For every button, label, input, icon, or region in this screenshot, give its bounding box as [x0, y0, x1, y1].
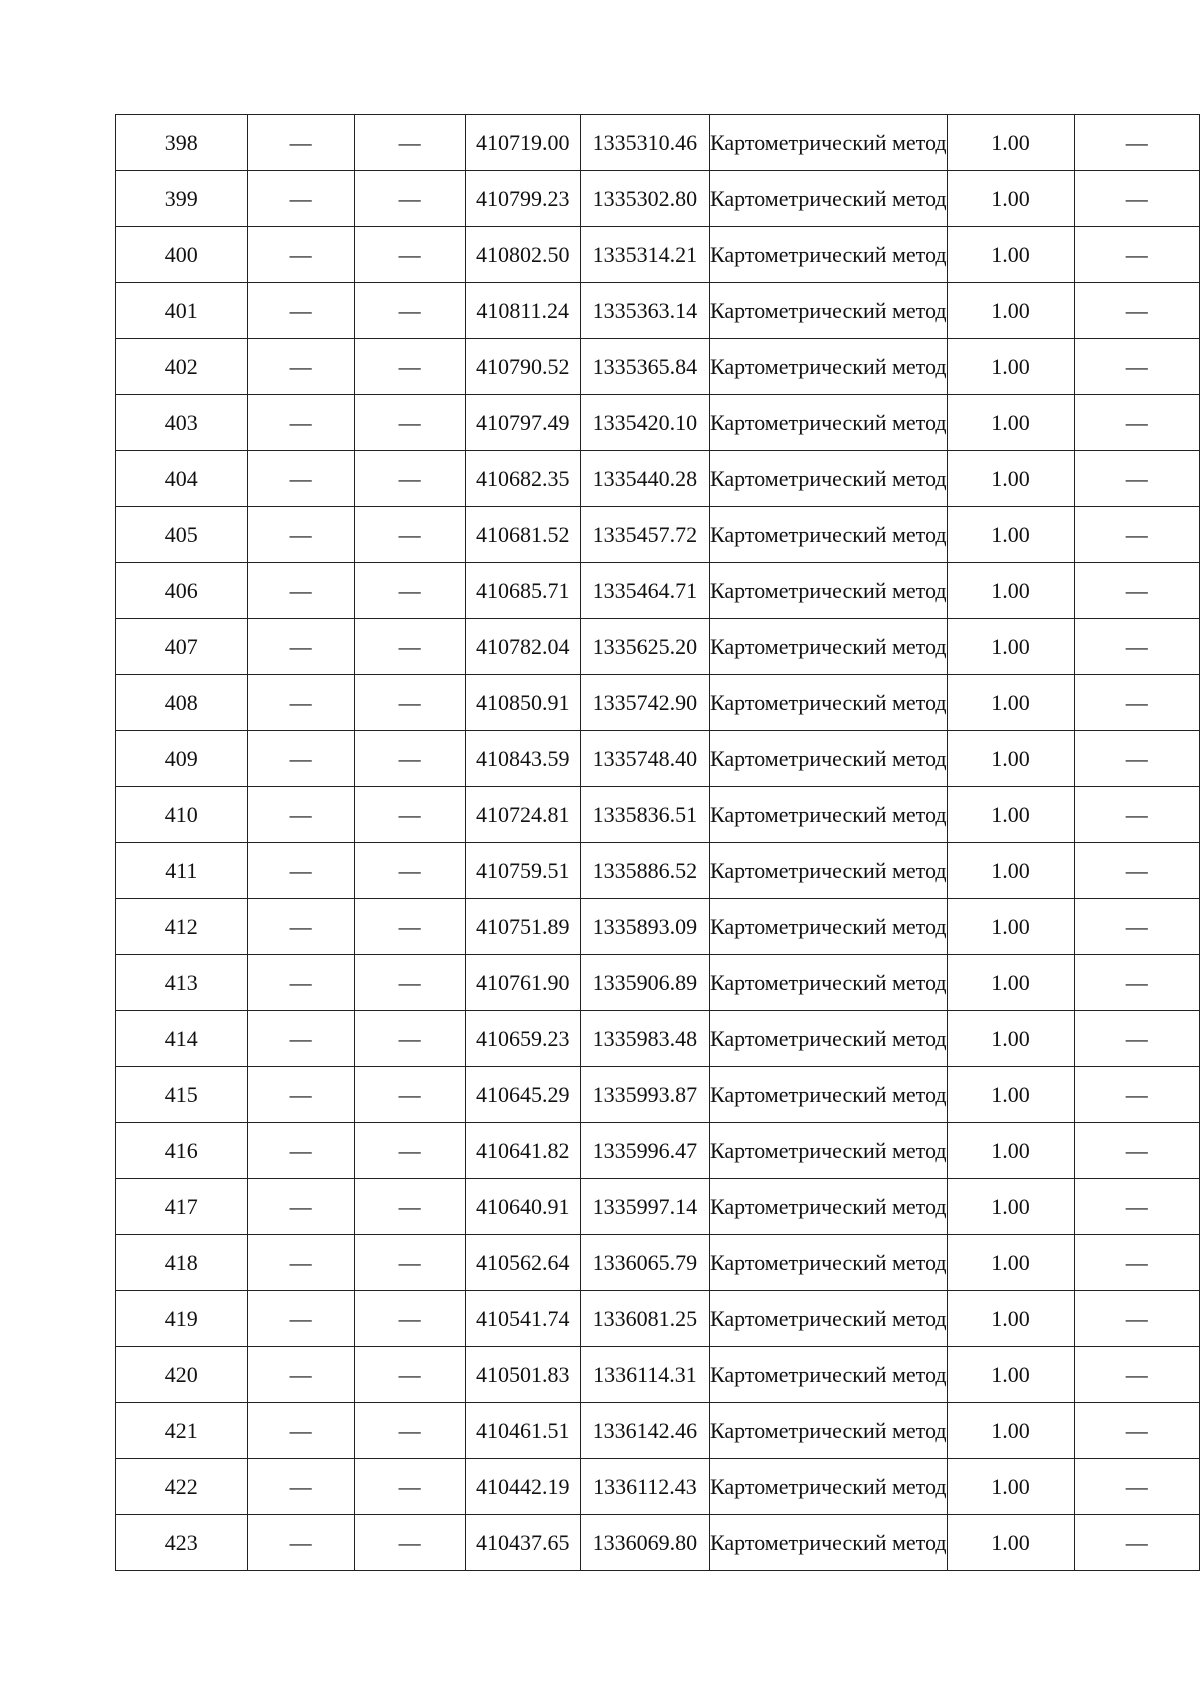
y-coordinate-cell: 1336142.46 — [580, 1403, 709, 1459]
y-coordinate-cell: 1336069.80 — [580, 1515, 709, 1571]
point-number-cell: 400 — [116, 227, 248, 283]
point-number-cell: 415 — [116, 1067, 248, 1123]
method-cell: Картометрический метод — [710, 1179, 948, 1235]
table-row — [116, 395, 1200, 451]
table-row — [116, 731, 1200, 787]
table-row — [116, 1179, 1200, 1235]
y-coordinate-cell: 1335302.80 — [580, 171, 709, 227]
accuracy-cell: 1.00 — [947, 1067, 1074, 1123]
table-row — [116, 451, 1200, 507]
table-row — [116, 955, 1200, 1011]
dash-cell: — — [247, 787, 354, 843]
dash-cell: — — [247, 339, 354, 395]
x-coordinate-cell: 410685.71 — [465, 563, 580, 619]
accuracy-cell: 1.00 — [947, 1347, 1074, 1403]
accuracy-cell: 1.00 — [947, 731, 1074, 787]
x-coordinate-cell: 410797.49 — [465, 395, 580, 451]
method-cell: Картометрический метод — [710, 843, 948, 899]
table-row — [116, 507, 1200, 563]
dash-cell: — — [1074, 1011, 1199, 1067]
dash-cell: — — [1074, 563, 1199, 619]
dash-cell: — — [354, 1067, 465, 1123]
x-coordinate-cell: 410850.91 — [465, 675, 580, 731]
point-number-cell: 422 — [116, 1459, 248, 1515]
accuracy-cell: 1.00 — [947, 955, 1074, 1011]
x-coordinate-cell: 410681.52 — [465, 507, 580, 563]
point-number-cell: 416 — [116, 1123, 248, 1179]
dash-cell: — — [354, 339, 465, 395]
method-cell: Картометрический метод — [710, 395, 948, 451]
method-cell: Картометрический метод — [710, 619, 948, 675]
y-coordinate-cell: 1335893.09 — [580, 899, 709, 955]
y-coordinate-cell: 1335464.71 — [580, 563, 709, 619]
y-coordinate-cell: 1335993.87 — [580, 1067, 709, 1123]
accuracy-cell: 1.00 — [947, 1235, 1074, 1291]
dash-cell: — — [354, 731, 465, 787]
method-cell: Картометрический метод — [710, 283, 948, 339]
point-number-cell: 418 — [116, 1235, 248, 1291]
table-row — [116, 1235, 1200, 1291]
dash-cell: — — [1074, 619, 1199, 675]
table-row — [116, 227, 1200, 283]
dash-cell: — — [247, 1011, 354, 1067]
table-row — [116, 339, 1200, 395]
x-coordinate-cell: 410719.00 — [465, 115, 580, 171]
dash-cell: — — [247, 1347, 354, 1403]
point-number-cell: 409 — [116, 731, 248, 787]
dash-cell: — — [354, 1515, 465, 1571]
accuracy-cell: 1.00 — [947, 787, 1074, 843]
x-coordinate-cell: 410641.82 — [465, 1123, 580, 1179]
x-coordinate-cell: 410442.19 — [465, 1459, 580, 1515]
table-row — [116, 1515, 1200, 1571]
dash-cell: — — [247, 171, 354, 227]
accuracy-cell: 1.00 — [947, 843, 1074, 899]
point-number-cell: 403 — [116, 395, 248, 451]
accuracy-cell: 1.00 — [947, 395, 1074, 451]
x-coordinate-cell: 410682.35 — [465, 451, 580, 507]
accuracy-cell: 1.00 — [947, 227, 1074, 283]
dash-cell: — — [247, 731, 354, 787]
accuracy-cell: 1.00 — [947, 1179, 1074, 1235]
dash-cell: — — [1074, 115, 1199, 171]
x-coordinate-cell: 410541.74 — [465, 1291, 580, 1347]
dash-cell: — — [354, 171, 465, 227]
dash-cell: — — [354, 1235, 465, 1291]
dash-cell: — — [247, 395, 354, 451]
dash-cell: — — [1074, 843, 1199, 899]
accuracy-cell: 1.00 — [947, 899, 1074, 955]
point-number-cell: 414 — [116, 1011, 248, 1067]
accuracy-cell: 1.00 — [947, 283, 1074, 339]
method-cell: Картометрический метод — [710, 1403, 948, 1459]
x-coordinate-cell: 410799.23 — [465, 171, 580, 227]
dash-cell: — — [354, 787, 465, 843]
accuracy-cell: 1.00 — [947, 1011, 1074, 1067]
x-coordinate-cell: 410751.89 — [465, 899, 580, 955]
dash-cell: — — [247, 115, 354, 171]
x-coordinate-cell: 410501.83 — [465, 1347, 580, 1403]
dash-cell: — — [1074, 507, 1199, 563]
y-coordinate-cell: 1335363.14 — [580, 283, 709, 339]
point-number-cell: 413 — [116, 955, 248, 1011]
method-cell: Картометрический метод — [710, 227, 948, 283]
table-row — [116, 283, 1200, 339]
dash-cell: — — [247, 1459, 354, 1515]
accuracy-cell: 1.00 — [947, 1515, 1074, 1571]
dash-cell: — — [354, 619, 465, 675]
dash-cell: — — [1074, 451, 1199, 507]
accuracy-cell: 1.00 — [947, 675, 1074, 731]
accuracy-cell: 1.00 — [947, 1459, 1074, 1515]
method-cell: Картометрический метод — [710, 731, 948, 787]
point-number-cell: 402 — [116, 339, 248, 395]
point-number-cell: 407 — [116, 619, 248, 675]
y-coordinate-cell: 1335625.20 — [580, 619, 709, 675]
dash-cell: — — [1074, 787, 1199, 843]
y-coordinate-cell: 1335420.10 — [580, 395, 709, 451]
dash-cell: — — [354, 1459, 465, 1515]
point-number-cell: 405 — [116, 507, 248, 563]
y-coordinate-cell: 1335440.28 — [580, 451, 709, 507]
y-coordinate-cell: 1335310.46 — [580, 115, 709, 171]
dash-cell: — — [354, 1403, 465, 1459]
dash-cell: — — [247, 843, 354, 899]
table-row — [116, 1123, 1200, 1179]
point-number-cell: 398 — [116, 115, 248, 171]
accuracy-cell: 1.00 — [947, 171, 1074, 227]
dash-cell: — — [354, 1179, 465, 1235]
dash-cell: — — [354, 507, 465, 563]
dash-cell: — — [354, 843, 465, 899]
coordinates-table — [115, 114, 1200, 1571]
y-coordinate-cell: 1335748.40 — [580, 731, 709, 787]
table-row — [116, 1403, 1200, 1459]
dash-cell: — — [1074, 283, 1199, 339]
dash-cell: — — [354, 563, 465, 619]
point-number-cell: 417 — [116, 1179, 248, 1235]
dash-cell: — — [1074, 1403, 1199, 1459]
dash-cell: — — [247, 283, 354, 339]
method-cell: Картометрический метод — [710, 115, 948, 171]
x-coordinate-cell: 410437.65 — [465, 1515, 580, 1571]
dash-cell: — — [247, 899, 354, 955]
dash-cell: — — [354, 227, 465, 283]
method-cell: Картометрический метод — [710, 787, 948, 843]
y-coordinate-cell: 1336081.25 — [580, 1291, 709, 1347]
y-coordinate-cell: 1335997.14 — [580, 1179, 709, 1235]
dash-cell: — — [1074, 1459, 1199, 1515]
x-coordinate-cell: 410562.64 — [465, 1235, 580, 1291]
table-row — [116, 619, 1200, 675]
table-row — [116, 1291, 1200, 1347]
method-cell: Картометрический метод — [710, 899, 948, 955]
x-coordinate-cell: 410843.59 — [465, 731, 580, 787]
method-cell: Картометрический метод — [710, 1459, 948, 1515]
table-row — [116, 1347, 1200, 1403]
dash-cell: — — [247, 1067, 354, 1123]
dash-cell: — — [354, 395, 465, 451]
method-cell: Картометрический метод — [710, 451, 948, 507]
table-row — [116, 563, 1200, 619]
accuracy-cell: 1.00 — [947, 115, 1074, 171]
y-coordinate-cell: 1335742.90 — [580, 675, 709, 731]
dash-cell: — — [247, 563, 354, 619]
method-cell: Картометрический метод — [710, 675, 948, 731]
y-coordinate-cell: 1336065.79 — [580, 1235, 709, 1291]
table-row — [116, 787, 1200, 843]
table-row — [116, 171, 1200, 227]
accuracy-cell: 1.00 — [947, 563, 1074, 619]
dash-cell: — — [1074, 339, 1199, 395]
x-coordinate-cell: 410461.51 — [465, 1403, 580, 1459]
accuracy-cell: 1.00 — [947, 619, 1074, 675]
x-coordinate-cell: 410811.24 — [465, 283, 580, 339]
method-cell: Картометрический метод — [710, 1067, 948, 1123]
x-coordinate-cell: 410802.50 — [465, 227, 580, 283]
table-row — [116, 1067, 1200, 1123]
dash-cell: — — [1074, 395, 1199, 451]
dash-cell: — — [247, 507, 354, 563]
y-coordinate-cell: 1335906.89 — [580, 955, 709, 1011]
dash-cell: — — [1074, 1123, 1199, 1179]
x-coordinate-cell: 410790.52 — [465, 339, 580, 395]
table-row — [116, 675, 1200, 731]
point-number-cell: 411 — [116, 843, 248, 899]
method-cell: Картометрический метод — [710, 955, 948, 1011]
y-coordinate-cell: 1336112.43 — [580, 1459, 709, 1515]
point-number-cell: 419 — [116, 1291, 248, 1347]
x-coordinate-cell: 410761.90 — [465, 955, 580, 1011]
y-coordinate-cell: 1335996.47 — [580, 1123, 709, 1179]
dash-cell: — — [247, 675, 354, 731]
dash-cell: — — [354, 283, 465, 339]
dash-cell: — — [247, 1123, 354, 1179]
method-cell: Картометрический метод — [710, 1347, 948, 1403]
point-number-cell: 412 — [116, 899, 248, 955]
point-number-cell: 406 — [116, 563, 248, 619]
dash-cell: — — [1074, 1291, 1199, 1347]
y-coordinate-cell: 1335314.21 — [580, 227, 709, 283]
dash-cell: — — [1074, 227, 1199, 283]
method-cell: Картометрический метод — [710, 1515, 948, 1571]
dash-cell: — — [354, 451, 465, 507]
method-cell: Картометрический метод — [710, 1291, 948, 1347]
dash-cell: — — [1074, 675, 1199, 731]
table-row — [116, 843, 1200, 899]
dash-cell: — — [1074, 899, 1199, 955]
dash-cell: — — [1074, 1515, 1199, 1571]
dash-cell: — — [247, 227, 354, 283]
dash-cell: — — [1074, 171, 1199, 227]
y-coordinate-cell: 1335457.72 — [580, 507, 709, 563]
table-row — [116, 1011, 1200, 1067]
dash-cell: — — [247, 1515, 354, 1571]
method-cell: Картометрический метод — [710, 507, 948, 563]
point-number-cell: 404 — [116, 451, 248, 507]
dash-cell: — — [1074, 731, 1199, 787]
point-number-cell: 420 — [116, 1347, 248, 1403]
accuracy-cell: 1.00 — [947, 1403, 1074, 1459]
method-cell: Картометрический метод — [710, 563, 948, 619]
dash-cell: — — [354, 1291, 465, 1347]
x-coordinate-cell: 410759.51 — [465, 843, 580, 899]
table-body — [116, 115, 1200, 1571]
dash-cell: — — [247, 1235, 354, 1291]
dash-cell: — — [354, 1123, 465, 1179]
dash-cell: — — [247, 619, 354, 675]
dash-cell: — — [354, 115, 465, 171]
dash-cell: — — [354, 1347, 465, 1403]
point-number-cell: 401 — [116, 283, 248, 339]
dash-cell: — — [1074, 1179, 1199, 1235]
dash-cell: — — [354, 955, 465, 1011]
accuracy-cell: 1.00 — [947, 1123, 1074, 1179]
point-number-cell: 410 — [116, 787, 248, 843]
dash-cell: — — [247, 451, 354, 507]
x-coordinate-cell: 410724.81 — [465, 787, 580, 843]
point-number-cell: 399 — [116, 171, 248, 227]
y-coordinate-cell: 1335365.84 — [580, 339, 709, 395]
method-cell: Картометрический метод — [710, 171, 948, 227]
accuracy-cell: 1.00 — [947, 507, 1074, 563]
dash-cell: — — [247, 1403, 354, 1459]
dash-cell: — — [1074, 955, 1199, 1011]
accuracy-cell: 1.00 — [947, 339, 1074, 395]
y-coordinate-cell: 1335886.52 — [580, 843, 709, 899]
dash-cell: — — [247, 1179, 354, 1235]
dash-cell: — — [247, 1291, 354, 1347]
method-cell: Картометрический метод — [710, 1011, 948, 1067]
dash-cell: — — [247, 955, 354, 1011]
y-coordinate-cell: 1336114.31 — [580, 1347, 709, 1403]
dash-cell: — — [1074, 1067, 1199, 1123]
method-cell: Картометрический метод — [710, 1123, 948, 1179]
dash-cell: — — [354, 675, 465, 731]
table-row — [116, 115, 1200, 171]
table-row — [116, 899, 1200, 955]
dash-cell: — — [354, 1011, 465, 1067]
x-coordinate-cell: 410645.29 — [465, 1067, 580, 1123]
method-cell: Картометрический метод — [710, 1235, 948, 1291]
x-coordinate-cell: 410782.04 — [465, 619, 580, 675]
accuracy-cell: 1.00 — [947, 451, 1074, 507]
dash-cell: — — [1074, 1235, 1199, 1291]
point-number-cell: 423 — [116, 1515, 248, 1571]
x-coordinate-cell: 410659.23 — [465, 1011, 580, 1067]
dash-cell: — — [354, 899, 465, 955]
accuracy-cell: 1.00 — [947, 1291, 1074, 1347]
y-coordinate-cell: 1335836.51 — [580, 787, 709, 843]
dash-cell: — — [1074, 1347, 1199, 1403]
y-coordinate-cell: 1335983.48 — [580, 1011, 709, 1067]
point-number-cell: 408 — [116, 675, 248, 731]
point-number-cell: 421 — [116, 1403, 248, 1459]
table-row — [116, 1459, 1200, 1515]
x-coordinate-cell: 410640.91 — [465, 1179, 580, 1235]
method-cell: Картометрический метод — [710, 339, 948, 395]
